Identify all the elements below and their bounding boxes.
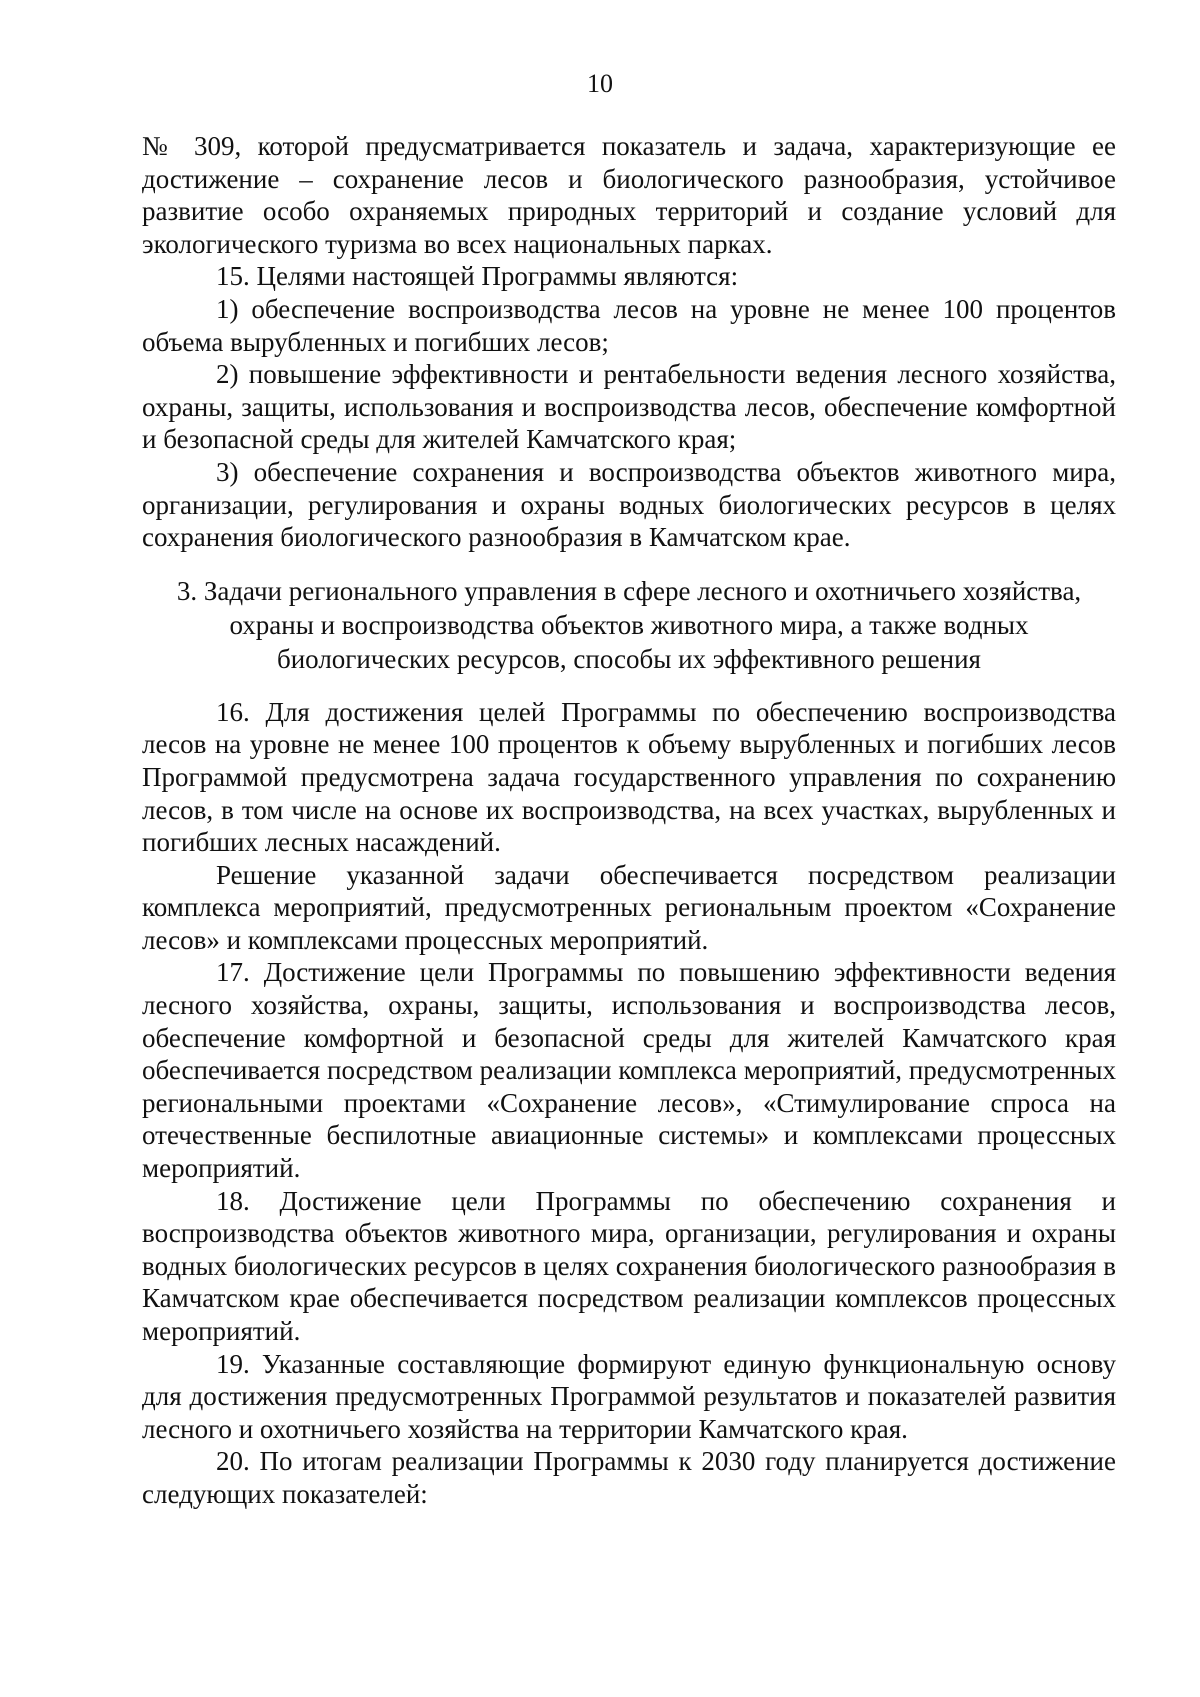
list-item-goal-3: 3) обеспечение сохранения и воспроизводства объектов животного мира, организации, регулирования и охраны водных биологических ресурсов в целях сохранения биологического разнообразия в Камчатском крае.	[142, 456, 1116, 553]
section-heading	[142, 574, 1116, 676]
document-body	[142, 130, 1116, 1511]
paragraph-17: 17. Достижение цели Программы по повышению эффективности ведения лесного хозяйства, охраны, защиты, использования и воспроизводства лесов, обеспечение комфортной и безопасной среды для жителей Камчатского края обеспечивается посредством реализации комплекса мероприятий, предусмотренных региональными проектами «Сохранение лесов», «Стимулирование спроса на отечественные беспилотные авиационные системы» и комплексами процессных мероприятий.	[142, 957, 1116, 1184]
paragraph-19: 19. Указанные составляющие формируют единую функциональную основу для достижения предусмотренных Программой результатов и показателей развития лесного и охотничьего хозяйства на территории Камчатского края.	[142, 1348, 1116, 1444]
section-heading-line: биологических ресурсов, способы их эффективного решения	[277, 643, 981, 674]
paragraph-goals-intro: 15. Целями настоящей Программы являются:	[216, 261, 739, 292]
paragraph-18: 18. Достижение цели Программы по обеспечению сохранения и воспроизводства объектов животного мира, организации, регулирования и охраны водных биологических ресурсов в целях сохранения биологического разнообразия в Камчатском крае обеспечивается посредством реализации комплексов процессных мероприятий.	[142, 1185, 1116, 1346]
paragraph-20: 20. По итогам реализации Программы к 2030 году планируется достижение следующих показателей:	[142, 1446, 1116, 1509]
paragraph-16: 16. Для достижения целей Программы по обеспечению воспроизводства лесов на уровне не менее 100 процентов к объему вырубленных и погибших лесов Программой предусмотрена задача государственного управления по сохранению лесов, в том числе на основе их воспроизводства, на всех участках, вырубленных и погибших лесных насаждений.	[142, 696, 1116, 858]
paragraph-16-solution: Решение указанной задачи обеспечивается посредством реализации комплекса мероприятий, предусмотренных региональным проектом «Сохранение лесов» и комплексами процессных мероприятий.	[142, 859, 1116, 955]
section-heading-line: 3. Задачи регионального управления в сфере лесного и охотничьего хозяйства,	[176, 575, 1082, 606]
list-item-goal-2: 2) повышение эффективности и рентабельности ведения лесного хозяйства, охраны, защиты, использования и воспроизводства лесов, обеспечение комфортной и безопасной среды для жителей Камчатского края;	[142, 359, 1116, 455]
page-number: 10	[587, 69, 613, 98]
list-item-goal-1: 1) обеспечение воспроизводства лесов на уровне не менее 100 процентов объема вырубленных и погибших лесов;	[142, 293, 1116, 357]
section-heading-line: охраны и воспроизводства объектов животного мира, а также водных	[229, 609, 1029, 640]
paragraph-continuation: № 309, которой предусматривается показатель и задача, характеризующие ее достижение – сохранение лесов и биологического разнообразия, устойчивое развитие особо охраняемых природных территорий и создание условий для экологического туризма во всех национальных парках.	[142, 131, 1116, 259]
